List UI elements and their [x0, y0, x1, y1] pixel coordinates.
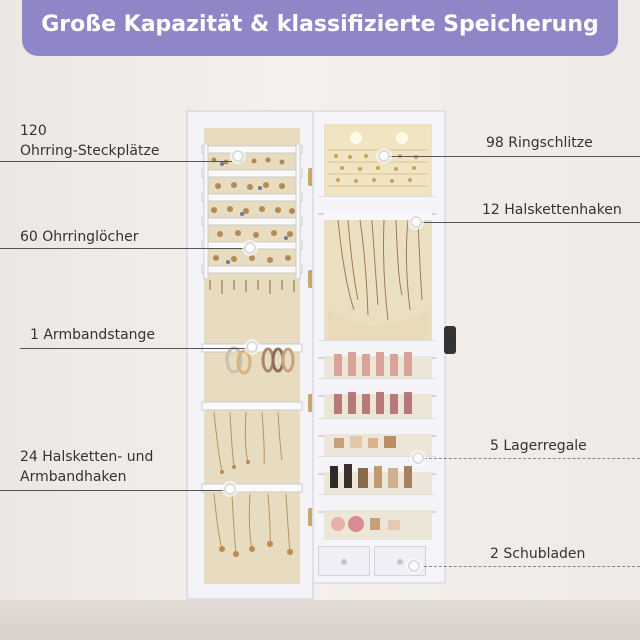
- marker-earring-slots: [232, 150, 244, 162]
- leader-drawers: [424, 566, 640, 568]
- label-earring-slots: Ohrring-Steckplätze: [20, 143, 160, 159]
- necklace-illustration: [324, 210, 432, 340]
- leader-hooks-24: [0, 490, 226, 491]
- leader-shelves: [424, 458, 640, 460]
- cosmetics-illustration: [326, 348, 430, 538]
- door-jewelry-illustration: [200, 130, 306, 580]
- marker-hooks-24: [224, 483, 236, 495]
- marker-ring-slots: [378, 150, 390, 162]
- banner-title: Große Kapazität & klassifizierte Speicherung: [41, 12, 599, 37]
- label-drawers: 2 Schubladen: [490, 546, 586, 562]
- label-earring-holes: 60 Ohrringlöcher: [20, 229, 139, 245]
- drawer-left: [318, 546, 370, 576]
- drawer-knob-right: [397, 559, 403, 565]
- label-earring-slots-count: 120: [20, 123, 47, 139]
- marker-earring-holes: [244, 242, 256, 254]
- leader-ring-slots: [390, 156, 640, 157]
- leader-earring-slots: [0, 161, 232, 162]
- floor: [0, 600, 640, 640]
- label-ring-slots: 98 Ringschlitze: [486, 135, 593, 151]
- label-hooks-24-line2: Armbandhaken: [20, 469, 127, 485]
- leader-earring-holes: [0, 248, 244, 249]
- leader-bracelet-rod: [20, 348, 248, 349]
- marker-shelves: [412, 452, 424, 464]
- label-hooks-24-line1: 24 Halsketten- und: [20, 449, 154, 465]
- marker-bracelet-rod: [246, 341, 258, 353]
- label-bracelet-rod: 1 Armbandstange: [30, 327, 156, 343]
- label-necklace-hooks: 12 Halskettenhaken: [482, 202, 622, 218]
- drawer-knob-left: [341, 559, 347, 565]
- marker-drawers: [408, 560, 420, 572]
- leader-necklace-hooks: [422, 222, 640, 223]
- title-banner: [22, 0, 618, 56]
- label-shelves: 5 Lagerregale: [490, 438, 587, 454]
- marker-necklace-hooks: [410, 216, 422, 228]
- lock-icon: [444, 326, 456, 354]
- ring-slots-illustration: [326, 128, 430, 194]
